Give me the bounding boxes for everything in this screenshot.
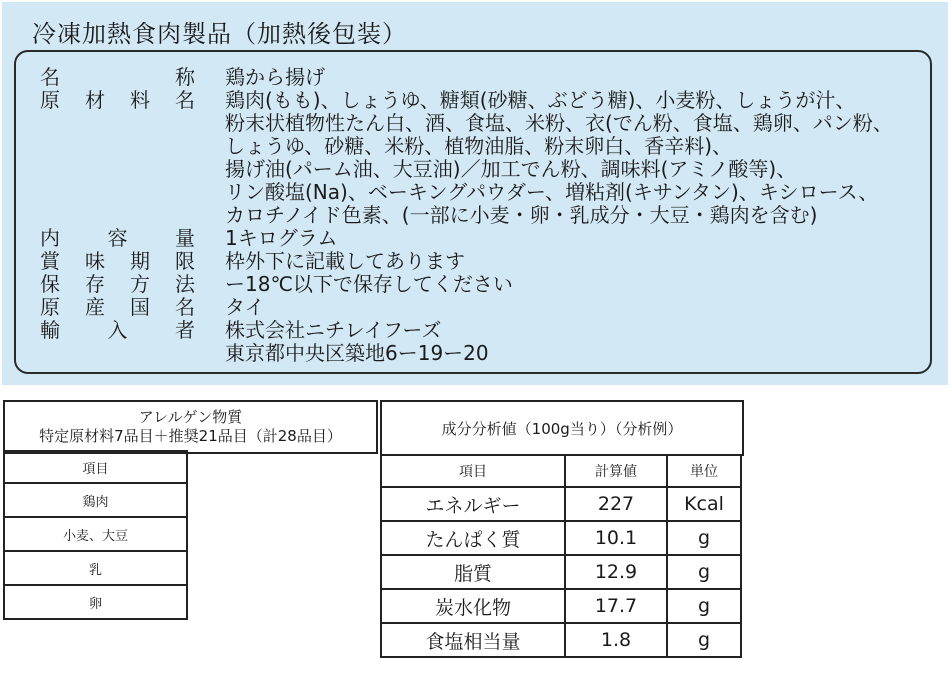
label-field-value-line: 粉末状植物性たん白、酒、食塩、米粉、衣(でん粉、食塩、鶏卵、パン粉、 bbox=[225, 111, 893, 135]
label-field-key-char: 名 bbox=[175, 88, 195, 112]
label-field-key-char: 産 bbox=[85, 295, 105, 319]
label-field-value-line: 1キログラム bbox=[225, 226, 338, 250]
label-field-key-char: 原 bbox=[40, 88, 60, 112]
label-field-key-char: 国 bbox=[130, 295, 150, 319]
label-field-key-char: 材 bbox=[85, 88, 105, 112]
label-field-key bbox=[40, 273, 195, 296]
label-field-value bbox=[225, 89, 893, 227]
nutrient-name: たんぱく質 bbox=[381, 521, 565, 555]
label-field-key-char: 期 bbox=[130, 249, 150, 273]
label-field-row bbox=[40, 319, 920, 365]
nutrient-unit: g bbox=[667, 623, 741, 657]
label-field-key-char: 料 bbox=[130, 88, 150, 112]
label-field-key-char: 名 bbox=[40, 65, 60, 89]
label-field-value-line: 株式会社ニチレイフーズ bbox=[225, 318, 442, 342]
nutrient-name: エネルギー bbox=[381, 487, 565, 521]
label-title: 冷凍加熱食肉製品（加熱後包装） bbox=[32, 20, 407, 48]
nutrient-unit: g bbox=[667, 555, 741, 589]
label-fields-box bbox=[14, 50, 932, 374]
nutrient-name: 脂質 bbox=[381, 555, 565, 589]
label-field-value-line: タイ bbox=[225, 295, 265, 319]
label-fields bbox=[40, 66, 920, 365]
nutrient-value: 1.8 bbox=[565, 623, 667, 657]
allergen-subtitle: 特定原材料7品目＋推奨21品目（計28品目） bbox=[39, 427, 342, 445]
label-field-key bbox=[40, 296, 195, 319]
label-field-value-line: 揚げ油(パーム油、大豆油)／加工でん粉、調味料(アミノ酸等)、 bbox=[225, 157, 797, 181]
allergen-header bbox=[3, 400, 378, 454]
allergen-item: 乳 bbox=[3, 550, 188, 586]
nutrition-header-value: 計算値 bbox=[565, 455, 667, 487]
label-field-key bbox=[40, 66, 195, 89]
label-field-value bbox=[225, 66, 325, 89]
nutrition-table bbox=[380, 400, 744, 664]
label-field-key bbox=[40, 227, 195, 250]
allergen-table bbox=[3, 400, 381, 660]
label-field-key-char: 保 bbox=[40, 272, 60, 296]
label-field-value-line: 鶏肉(もも)、しょうゆ、糖類(砂糖、ぶどう糖)、小麦粉、しょうが汁、 bbox=[225, 88, 856, 112]
label-field-key-char: 量 bbox=[175, 226, 195, 250]
label-field-row bbox=[40, 89, 920, 227]
nutrition-row bbox=[381, 589, 741, 623]
label-field-value-line: 鶏から揚げ bbox=[225, 65, 325, 89]
label-field-key-char: 法 bbox=[175, 272, 195, 296]
label-field-key-char: 容 bbox=[107, 226, 128, 250]
nutrient-value: 227 bbox=[565, 487, 667, 521]
nutrient-name: 食塩相当量 bbox=[381, 623, 565, 657]
label-field-key-char: 限 bbox=[175, 249, 195, 273]
nutrition-header-unit: 単位 bbox=[667, 455, 741, 487]
label-field-key-char: 名 bbox=[175, 295, 195, 319]
nutrient-value: 12.9 bbox=[565, 555, 667, 589]
nutrition-header-item: 項目 bbox=[381, 455, 565, 487]
label-field-value bbox=[225, 227, 338, 250]
allergen-column-header: 項目 bbox=[3, 450, 188, 484]
label-field-key bbox=[40, 319, 195, 342]
label-field-row bbox=[40, 227, 920, 250]
label-field-key-char: 賞 bbox=[40, 249, 60, 273]
label-field-value-line: ー18℃以下で保存してください bbox=[225, 272, 513, 296]
label-field-row bbox=[40, 250, 920, 273]
label-field-key bbox=[40, 89, 195, 112]
label-field-row bbox=[40, 66, 920, 89]
label-field-key-char: 存 bbox=[85, 272, 105, 296]
nutrition-row bbox=[381, 521, 741, 555]
label-field-key-char: 内 bbox=[40, 226, 60, 250]
label-field-key-char: 入 bbox=[107, 318, 128, 342]
allergen-column bbox=[3, 452, 186, 620]
label-field-key-char: 原 bbox=[40, 295, 60, 319]
label-field-row bbox=[40, 296, 920, 319]
nutrition-grid bbox=[380, 454, 742, 658]
label-field-key-char: 方 bbox=[130, 272, 150, 296]
nutrient-unit: g bbox=[667, 589, 741, 623]
label-field-value bbox=[225, 273, 513, 296]
nutrient-value: 17.7 bbox=[565, 589, 667, 623]
label-field-key-char: 味 bbox=[85, 249, 105, 273]
label-field-value bbox=[225, 296, 265, 319]
nutrient-value: 10.1 bbox=[565, 521, 667, 555]
label-field-key-char: 輸 bbox=[40, 318, 60, 342]
allergen-item: 小麦、大豆 bbox=[3, 516, 188, 552]
allergen-title: アレルゲン物質 bbox=[138, 408, 243, 426]
allergen-item: 卵 bbox=[3, 584, 188, 620]
nutrition-header-row bbox=[381, 455, 741, 487]
nutrient-unit: Kcal bbox=[667, 487, 741, 521]
label-field-value-line: 東京都中央区築地6ー19ー20 bbox=[225, 341, 489, 365]
nutrition-row bbox=[381, 623, 741, 657]
label-field-value-line: しょうゆ、砂糖、米粉、植物油脂、粉末卵白、香辛料)、 bbox=[225, 134, 733, 158]
nutrient-name: 炭水化物 bbox=[381, 589, 565, 623]
label-field-value-line: リン酸塩(Na)、ベーキングパウダー、増粘剤(キサンタン)、キシロース、 bbox=[225, 180, 879, 204]
label-field-row bbox=[40, 273, 920, 296]
nutrient-unit: g bbox=[667, 521, 741, 555]
nutrition-row bbox=[381, 555, 741, 589]
label-field-value-line: 枠外下に記載してあります bbox=[225, 249, 465, 273]
nutrition-title: 成分分析値（100g当り）（分析例） bbox=[380, 400, 744, 456]
product-label-panel bbox=[2, 2, 948, 385]
label-field-key-char: 者 bbox=[175, 318, 195, 342]
label-field-value bbox=[225, 319, 489, 365]
label-field-key bbox=[40, 250, 195, 273]
nutrition-row bbox=[381, 487, 741, 521]
allergen-item: 鶏肉 bbox=[3, 482, 188, 518]
label-field-value bbox=[225, 250, 465, 273]
label-field-value-line: カロチノイド色素、(一部に小麦・卵・乳成分・大豆・鶏肉を含む) bbox=[225, 203, 818, 227]
label-field-key-char: 称 bbox=[175, 65, 195, 89]
